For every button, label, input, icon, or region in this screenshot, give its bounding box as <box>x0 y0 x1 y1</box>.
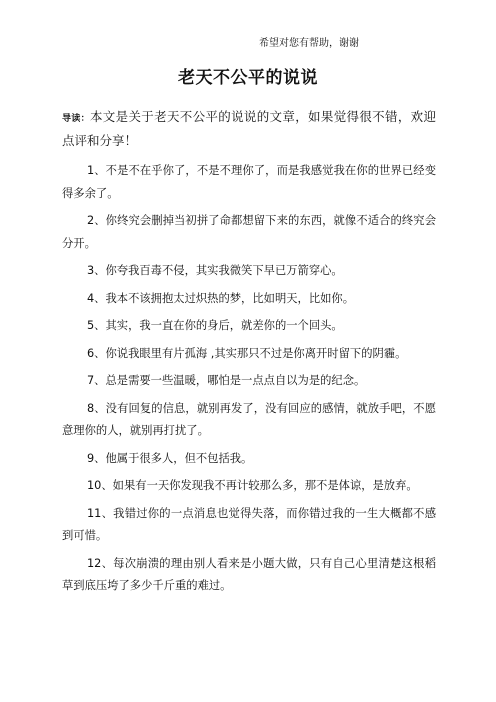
document-body <box>62 106 436 603</box>
list-item-12: 12、每次崩溃的理由别人看来是小题大做，只有自己心里清楚这根稻草到底压垮了多少千斤重的难过。 <box>62 556 436 592</box>
list-item-7: 7、总是需要一些温暖，哪怕是一点点自以为是的纪念。 <box>87 374 366 387</box>
list-item-8: 8、没有回复的信息，就别再发了，没有回应的感情，就放手吧，不愿意理你的人，就别再打扰了。 <box>62 401 436 437</box>
list-item-1: 1、不是不在乎你了，不是不理你了，而是我感觉我在你的世界已经变得多余了。 <box>62 164 436 200</box>
list-item-9: 9、他属于很多人，但不包括我。 <box>87 451 253 465</box>
header-note: 希望对您有帮助，谢谢 <box>259 38 359 49</box>
document-title: 老天不公平的说说 <box>178 68 318 88</box>
list-item-6: 6、你说我眼里有片孤海 ,其实那只不过是你离开时留下的阴霾。 <box>87 346 407 360</box>
list-item-10: 10、如果有一天你发现我不再计较那么多，那不是体谅，是放弃。 <box>87 479 418 492</box>
intro-label: 导读： <box>62 114 90 124</box>
intro-text: 本文是关于老天不公平的说说的文章，如果觉得很不错，欢迎点评和分享！ <box>62 109 436 148</box>
list-item-4: 4、我本不该拥抱太过炽热的梦，比如明天，比如你。 <box>87 291 355 305</box>
list-item-5: 5、其实，我一直在你的身后，就差你的一个回头。 <box>87 319 343 332</box>
intro-paragraph <box>62 106 436 152</box>
list-item-2: 2、你终究会删掉当初拼了命都想留下来的东西，就像不适合的终究会分开。 <box>62 214 436 250</box>
list-item-11: 11、我错过你的一点消息也觉得失落，而你错过我的一生大概都不感到可惜。 <box>62 506 436 542</box>
list-item-3: 3、你夸我百毒不侵，其实我微笑下早已万箭穿心。 <box>87 264 343 277</box>
